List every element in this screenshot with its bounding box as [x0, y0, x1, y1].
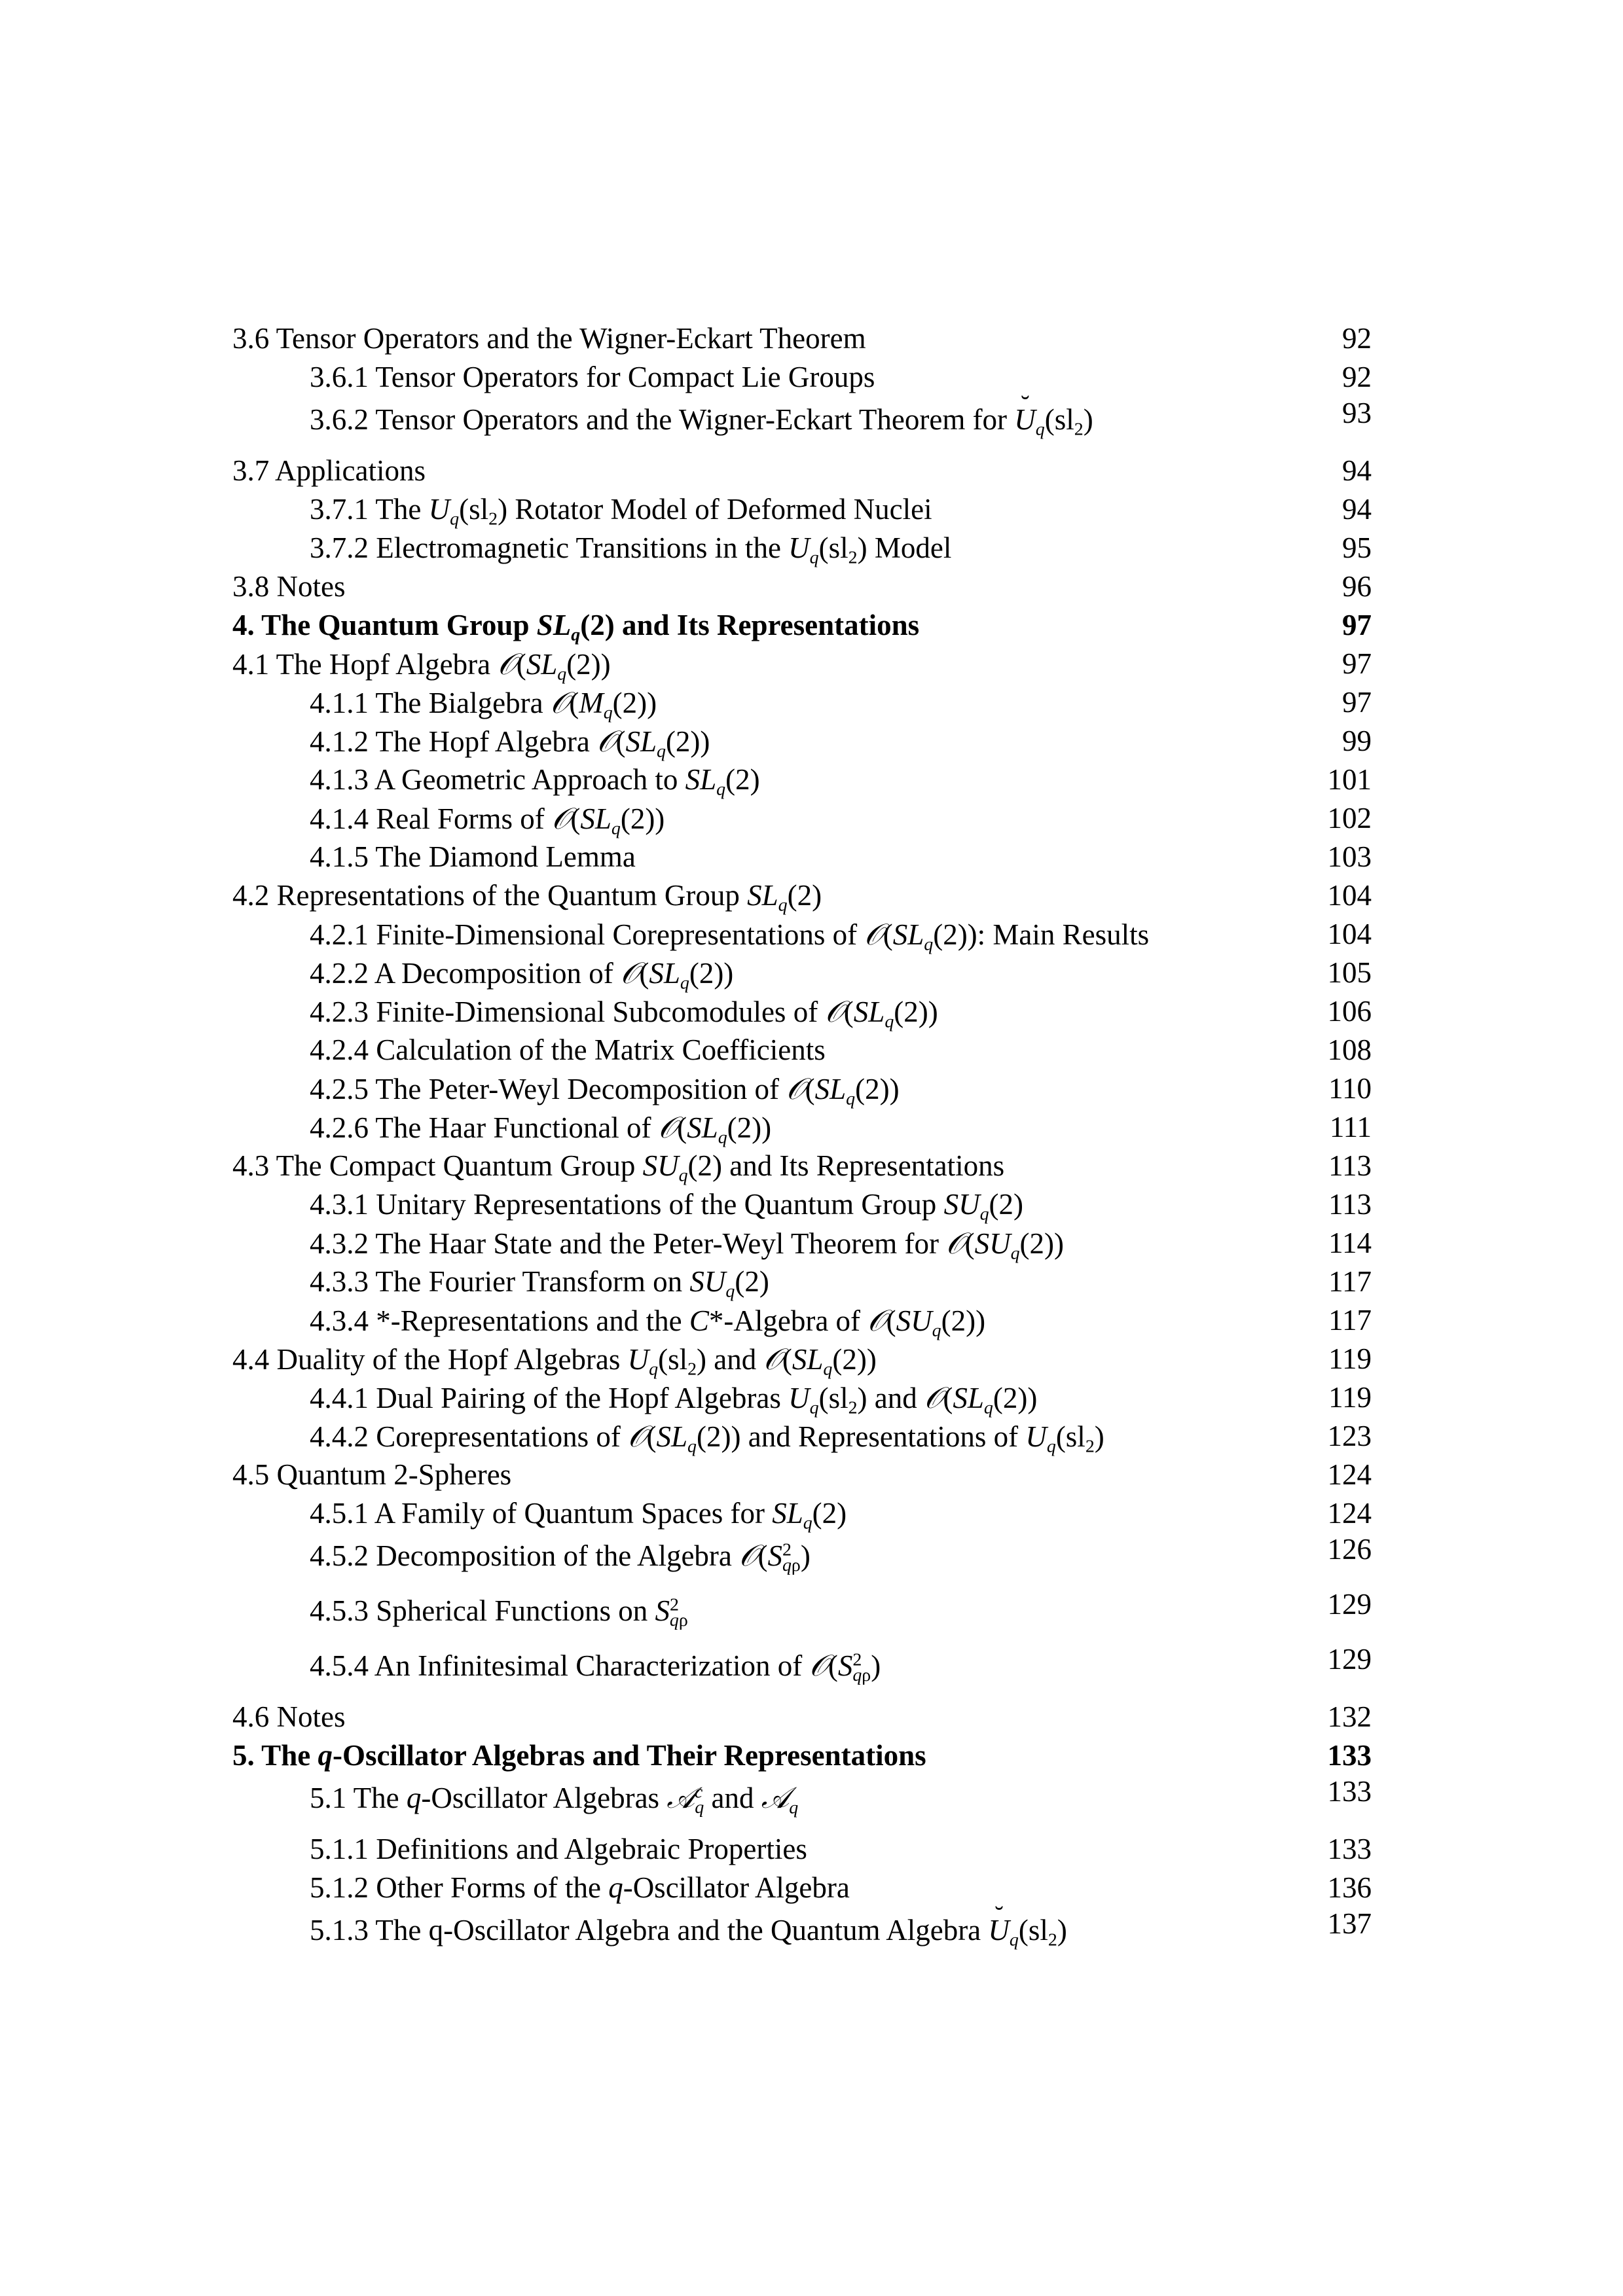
toc-page-number: 93	[1342, 397, 1372, 429]
toc-entry[interactable]	[232, 397, 1372, 452]
toc-entry[interactable]	[232, 954, 1372, 992]
toc-page-number: 132	[1327, 1700, 1372, 1733]
toc-page-number: 119	[1328, 1381, 1372, 1414]
toc-page-number: 101	[1327, 763, 1372, 796]
toc-entry[interactable]	[232, 645, 1372, 683]
toc-title: 3.6.1 Tensor Operators for Compact Lie Groups	[310, 361, 875, 393]
toc-title: 4.3.4 *-Representations and the C*-Algebra of $𝒪(SU_q(2))$	[310, 1303, 986, 1341]
toc-title: 4.2.5 The Peter-Weyl Decomposition of $𝒪(SL_q(2))$	[310, 1071, 900, 1109]
toc-entry[interactable]	[232, 358, 1372, 397]
toc-page-number: 133	[1327, 1833, 1372, 1865]
toc-entry[interactable]	[232, 683, 1372, 722]
toc-page-number: 114	[1328, 1227, 1372, 1259]
toc-entry[interactable]	[232, 1643, 1372, 1698]
toc-entry[interactable]	[232, 1775, 1372, 1830]
toc-page-number: 113	[1328, 1149, 1372, 1182]
toc-entry[interactable]	[232, 1533, 1372, 1588]
toc-page-number: 95	[1342, 531, 1372, 564]
toc-title: 3.7 Applications	[232, 454, 426, 487]
toc-entry[interactable]	[232, 1456, 1372, 1494]
toc-entry[interactable]	[232, 1494, 1372, 1533]
toc-page-number: 117	[1328, 1265, 1372, 1298]
toc-title: 5.1.3 The q-Oscillator Algebra and the Quantum Algebra ˘ $U_q(sl_2)$	[310, 1907, 1067, 1953]
toc-entry[interactable]	[232, 838, 1372, 876]
toc-page-number: 123	[1327, 1420, 1372, 1452]
toc-page-number: 102	[1327, 802, 1372, 834]
toc-page-number: 97	[1342, 609, 1372, 641]
toc-title: 4.1.1 The Bialgebra $𝒪(M_q(2))$	[310, 685, 657, 723]
toc-title: 5.1 The q-Oscillator Algebras 𝒜$^c_q$ and 𝒜$_q$	[310, 1780, 799, 1818]
toc-title: 4.2.3 Finite-Dimensional Subcomodules of $𝒪(SL_q(2))$	[310, 994, 938, 1032]
toc-entry[interactable]	[232, 1224, 1372, 1263]
toc-title: 4.2.2 A Decomposition of $𝒪(SL_q(2))$	[310, 956, 734, 994]
toc-entry[interactable]	[232, 529, 1372, 567]
toc-entry[interactable]	[232, 722, 1372, 761]
toc-page-number: 133	[1327, 1739, 1372, 1772]
toc-page-number: 99	[1342, 725, 1372, 757]
toc-entry[interactable]	[232, 1378, 1372, 1417]
toc-title: 4. The Quantum Group $SL_q(2)$ and Its Representations	[232, 609, 920, 645]
toc-title: 4.2.4 Calculation of the Matrix Coefficients	[310, 1033, 826, 1066]
toc-title: 4.1 The Hopf Algebra $𝒪(SL_q(2))$	[232, 647, 611, 685]
toc-entry[interactable]	[232, 1069, 1372, 1108]
toc-title: 3.7.2 Electromagnetic Transitions in the $U_q(sl_2)$ Model	[310, 531, 952, 568]
toc-entry[interactable]	[232, 452, 1372, 490]
toc-page-number: 97	[1342, 686, 1372, 719]
toc-page-number: 129	[1327, 1588, 1372, 1621]
toc-title: 5.1.1 Definitions and Algebraic Properties	[310, 1833, 807, 1865]
toc-entry[interactable]	[232, 915, 1372, 954]
toc-page-number: 92	[1342, 322, 1372, 355]
toc-entry[interactable]	[232, 992, 1372, 1031]
toc-entry[interactable]	[232, 1698, 1372, 1736]
toc-page-number: 110	[1328, 1072, 1372, 1105]
toc-page-number: 111	[1329, 1111, 1372, 1143]
toc-title: 4.1.5 The Diamond Lemma	[310, 840, 636, 873]
toc-entry[interactable]	[232, 1108, 1372, 1147]
toc-page-number: 124	[1327, 1458, 1372, 1491]
toc-title: 4.5.2 Decomposition of the Algebra $𝒪(S^2_{q\rho})$	[310, 1538, 811, 1576]
toc-page-number: 129	[1327, 1643, 1372, 1676]
toc-title: 4.5.3 Spherical Functions on $S^2_{q\rho}$	[310, 1594, 688, 1631]
toc-page-number: 133	[1327, 1775, 1372, 1808]
toc-title: 4.2.1 Finite-Dimensional Corepresentations of $𝒪(SL_q(2))$: Main Results	[310, 917, 1150, 955]
toc-page-number: 104	[1327, 918, 1372, 950]
toc-title: 4.4 Duality of the Hopf Algebras $U_q(sl_2)$ and $𝒪(SL_q(2))$	[232, 1342, 877, 1380]
toc-entry[interactable]	[232, 1869, 1372, 1907]
toc-entry[interactable]	[232, 1031, 1372, 1069]
toc-title: 4.4.1 Dual Pairing of the Hopf Algebras $U_q(sl_2)$ and $𝒪(SL_q(2))$	[310, 1380, 1038, 1418]
toc-title: 5. The q-Oscillator Algebras and Their Representations	[232, 1739, 926, 1772]
toc-title: 3.7.1 The $U_q(sl_2)$ Rotator Model of Deformed Nuclei	[310, 493, 932, 529]
toc-page-number: 136	[1327, 1871, 1372, 1904]
toc-title: 4.5 Quantum 2-Spheres	[232, 1458, 512, 1491]
toc-title: 4.2 Representations of the Quantum Group $SL_q(2)$	[232, 879, 822, 916]
toc-entry[interactable]	[232, 876, 1372, 915]
toc-title: 4.4.2 Corepresentations of $𝒪(SL_q(2))$ and Representations of $U_q(sl_2)$	[310, 1419, 1104, 1457]
toc-title: 3.6.2 Tensor Operators and the Wigner-Eckart Theorem for ˘ $U_q(sl_2)$	[310, 397, 1093, 442]
toc-title: 4.2.6 The Haar Functional of $𝒪(SL_q(2))$	[310, 1110, 772, 1148]
table-of-contents	[232, 319, 1372, 1962]
toc-title: 4.3.1 Unitary Representations of the Quantum Group $SU_q(2)$	[310, 1188, 1023, 1225]
toc-title: 4.5.4 An Infinitesimal Characterization of $𝒪(S^2_{q\rho})$	[310, 1648, 881, 1686]
toc-entry[interactable]	[232, 1907, 1372, 1962]
toc-page-number: 137	[1327, 1907, 1372, 1940]
toc-entry[interactable]	[232, 490, 1372, 529]
toc-title: 4.3.3 The Fourier Transform on $SU_q(2)$	[310, 1265, 769, 1302]
toc-title: 3.6 Tensor Operators and the Wigner-Eckart Theorem	[232, 322, 866, 355]
toc-page-number: 108	[1327, 1033, 1372, 1066]
toc-title: 4.6 Notes	[232, 1700, 346, 1733]
toc-page-number: 106	[1327, 995, 1372, 1028]
toc-entry[interactable]	[232, 319, 1372, 358]
toc-page-number: 94	[1342, 493, 1372, 526]
toc-title: 3.8 Notes	[232, 570, 346, 603]
toc-entry[interactable]	[232, 606, 1372, 645]
toc-title: 4.1.2 The Hopf Algebra $𝒪(SL_q(2))$	[310, 724, 710, 762]
toc-entry[interactable]	[232, 1588, 1372, 1643]
toc-page-number: 119	[1328, 1342, 1372, 1375]
toc-entry[interactable]	[232, 1736, 1372, 1775]
toc-page-number: 113	[1328, 1188, 1372, 1221]
toc-entry[interactable]	[232, 1830, 1372, 1869]
toc-page-number: 117	[1328, 1304, 1372, 1336]
toc-title: 4.1.3 A Geometric Approach to $SL_q(2)$	[310, 763, 760, 800]
toc-entry[interactable]	[232, 1301, 1372, 1340]
toc-page-number: 97	[1342, 647, 1372, 680]
toc-page-number: 104	[1327, 879, 1372, 912]
toc-page-number: 105	[1327, 956, 1372, 989]
toc-entry[interactable]	[232, 1147, 1372, 1185]
toc-page-number: 92	[1342, 361, 1372, 393]
toc-entry[interactable]	[232, 799, 1372, 838]
toc-page-number: 124	[1327, 1497, 1372, 1530]
toc-entry[interactable]	[232, 1340, 1372, 1378]
toc-title: 4.1.4 Real Forms of $𝒪(SL_q(2))$	[310, 801, 665, 839]
toc-page-number: 94	[1342, 454, 1372, 487]
toc-title: 4.3.2 The Haar State and the Peter-Weyl Theorem for $𝒪(SU_q(2))$	[310, 1226, 1065, 1264]
toc-entry[interactable]	[232, 1417, 1372, 1456]
toc-entry[interactable]	[232, 567, 1372, 606]
toc-page-number: 126	[1327, 1533, 1372, 1566]
toc-title: 5.1.2 Other Forms of the q-Oscillator Algebra	[310, 1871, 850, 1904]
toc-page-number: 96	[1342, 570, 1372, 603]
toc-title: 4.5.1 A Family of Quantum Spaces for $SL_q(2)$	[310, 1497, 847, 1534]
toc-entry[interactable]	[232, 1185, 1372, 1224]
toc-title: 4.3 The Compact Quantum Group $SU_q(2)$ and Its Representations	[232, 1149, 1005, 1186]
toc-entry[interactable]	[232, 1263, 1372, 1301]
toc-entry[interactable]	[232, 761, 1372, 799]
toc-page-number: 103	[1327, 840, 1372, 873]
